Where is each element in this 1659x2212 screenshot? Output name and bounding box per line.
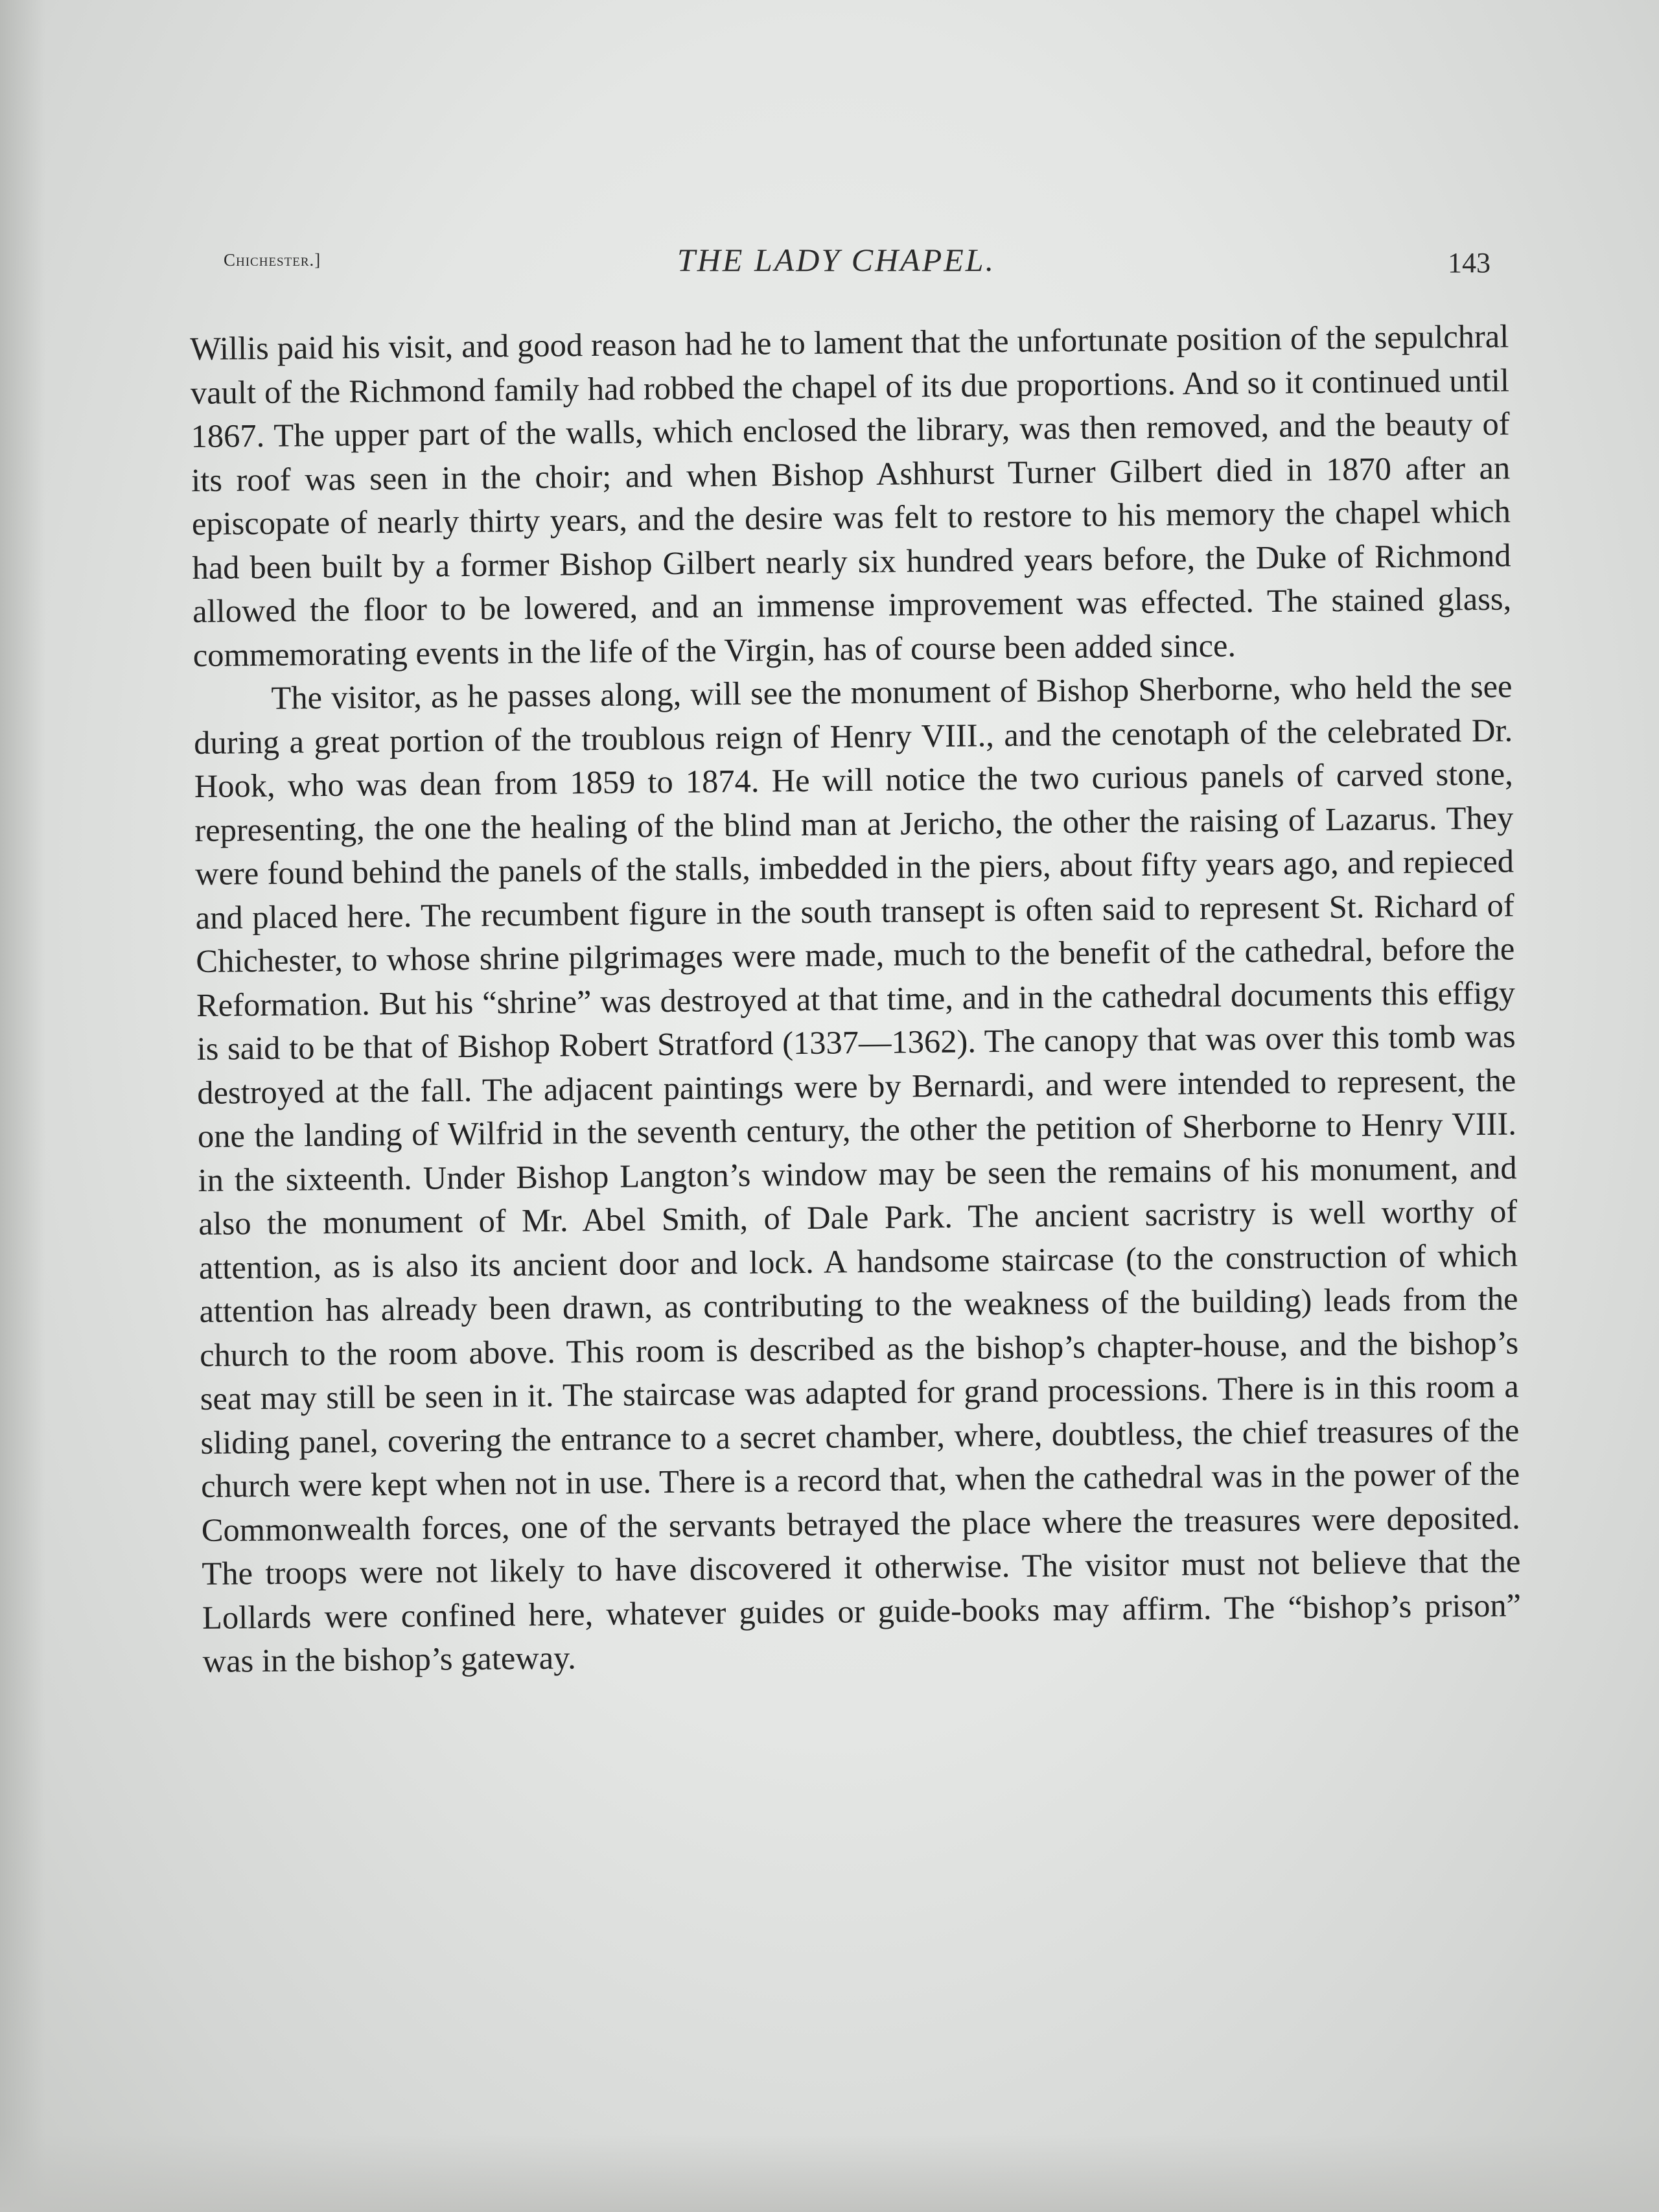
body-text [190, 314, 1522, 1683]
binding-shadow [0, 0, 45, 2212]
running-head [224, 241, 1491, 293]
page-title: THE LADY CHAPEL. [677, 242, 996, 278]
page-number: 143 [1448, 247, 1491, 279]
section-label: Chichester.] [224, 250, 321, 270]
page-edge-shadow [0, 2134, 1659, 2212]
paragraph-1: Willis paid his visit, and good reason had he to lament that the unfortunate position of the sepulchral vault of the Richmond family had robbed the chapel of its due proportions. And so it continued until 1867. The upper part of the walls, which enclosed the library, was then removed, and the beauty of its roof was seen in the choir; and when Bishop Ashhurst Turner Gilbert died in 1870 after an episcopate of nearly thirty years, and the desire was felt to restore to his memory the chapel which had been built by a former Bishop Gilbert nearly six hundred years before, the Duke of Richmond allowed the floor to be lowered, and an immense improvement was effected. The stained glass, commemorating events in the life of the Virgin, has of course been added since. [190, 318, 1512, 673]
paragraph-2: The visitor, as he passes along, will see the monument of Bishop Sherborne, who held the see during a great portion of the troublous reign of Henry VIII., and the cenotaph of the celebrated Dr. Hook, who was dean from 1859 to 1874. He will notice the two curious panels of carved stone, representing, the one the healing of the blind man at Jericho, the other the raising of Lazarus. They were found behind the panels of the stalls, imbedded in the piers, about fifty years ago, and repieced and placed here. The recumbent figure in the south transept is often said to represent St. Richard of Chichester, to whose shrine pilgrimages were made, much to the benefit of the cathedral, before the Reformation. But his “shrine” was destroyed at that time, and in the cathedral documents this effigy is said to be that of Bishop Robert Stratford (1337—1362). The canopy that was over this tomb was destroyed at the fall. The adjacent paintings were by Bernardi, and were intended to represent, the one the landing of Wilfrid in the seventh century, the other the petition of Sherborne to Henry VIII. in the sixteenth. Under Bishop Langton’s window may be seen the remains of his monument, and also the monument of Mr. Abel Smith, of Dale Park. The ancient sacristry is well worthy of attention, as is also its ancient door and lock. A handsome staircase (to the construction of which attention has already been drawn, as contributing to the weakness of the building) leads from the church to the room above. This room is described as the bishop’s chapter-house, and the bishop’s seat may still be seen in it. The staircase was adapted for grand processions. There is in this room a sliding panel, covering the entrance to a secret chamber, where, doubtless, the chief treasures of the church were kept when not in use. There is a record that, when the cathedral was in the power of the Commonwealth forces, one of the servants betrayed the place where the treasures were deposited. The troops were not likely to have discovered it otherwise. The visitor must not believe that the Lollards were confined here, whatever guides or guide-books may affirm. The “bishop’s prison” was in the bishop’s gateway. [193, 668, 1522, 1679]
